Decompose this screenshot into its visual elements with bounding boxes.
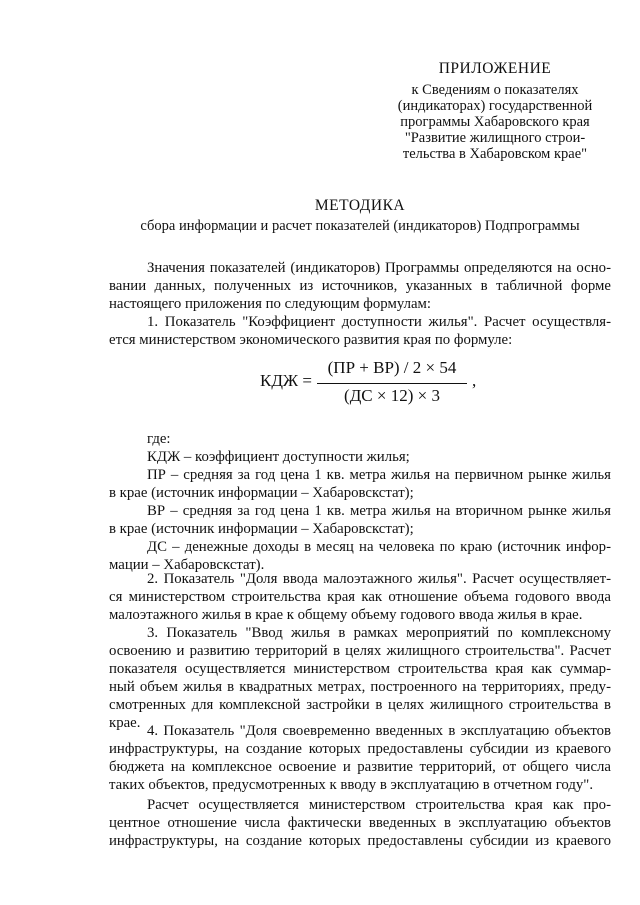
appendix-line: "Развитие жилищного строи- — [404, 130, 586, 146]
text-line: где: — [147, 431, 171, 447]
indicator-1-paragraph — [109, 313, 611, 349]
definitions-block — [109, 430, 611, 574]
text-line: Значения показателей (индикаторов) Программы определяются на осно- — [147, 260, 611, 276]
formula-denominator: (ДС × 12) × 3 — [344, 386, 440, 405]
appendix-line: программы Хабаровского края — [400, 114, 590, 130]
text-line: в крае (источник информации – Хабаровскстат); — [109, 521, 414, 537]
text-line: показателя осуществляется министерством строительства края как суммар- — [109, 661, 611, 677]
text-line: освоению и развитию территорий в целях жилищного строительства". Расчет — [109, 643, 611, 659]
definition-ds: ДС – денежные доходы в месяц на человека по краю (источник инфор- — [147, 539, 611, 555]
text-line: ется министерством экономического развития края по формуле: — [109, 332, 513, 348]
appendix-header — [380, 60, 610, 162]
definition-kdzh: КДЖ – коэффициент доступности жилья; — [147, 449, 410, 465]
intro-paragraph — [109, 259, 611, 313]
text-line: вании данных, полученных из источников, указанных в табличной форме — [109, 278, 611, 294]
text-line: смотренных для комплексной застройки в целях жилищного строительства в — [109, 697, 611, 713]
text-line: центное отношение числа фактически введенных в эксплуатацию объектов — [109, 815, 611, 831]
appendix-title: ПРИЛОЖЕНИЕ — [438, 60, 552, 77]
text-line: таких объектов, предусмотренных к вводу в эксплуатацию в отчетном году". — [109, 777, 594, 793]
indicator-4-paragraph — [109, 722, 611, 794]
text-line: мации – Хабаровскстат). — [109, 557, 265, 573]
text-line: 2. Показатель "Доля ввода малоэтажного жилья". Расчет осуществляет- — [147, 571, 611, 587]
text-line: 3. Показатель "Ввод жилья в рамках мероприятий по комплексному — [147, 625, 611, 641]
text-line: Расчет осуществляется министерством строительства края как про- — [147, 797, 611, 813]
definition-pr: ПР – средняя за год цена 1 кв. метра жилья на первичном рынке жилья — [147, 467, 611, 483]
text-line: 4. Показатель "Доля своевременно введенных в эксплуатацию объектов — [147, 723, 611, 739]
indicator-2-paragraph — [109, 570, 611, 624]
indicator-3-paragraph — [109, 624, 611, 732]
methodology-subtitle: сбора информации и расчет показателей (индикаторов) Подпрограммы — [140, 218, 580, 234]
text-line: малоэтажного жилья в крае к общему объему годового ввода жилья в крае. — [109, 607, 583, 623]
appendix-line: тельства в Хабаровском крае" — [402, 146, 588, 162]
text-line: крае. — [109, 715, 141, 731]
text-line: инфраструктуры, на создание которых предоставлены субсидии из краевого — [109, 833, 611, 849]
text-line: 1. Показатель "Коэффициент доступности жилья". Расчет осуществля- — [147, 314, 611, 330]
appendix-line: (индикаторах) государственной — [397, 98, 593, 114]
formula-numerator: (ПР + ВР) / 2 × 54 — [327, 358, 457, 377]
text-line: настоящего приложения по следующим формулам: — [109, 296, 431, 312]
formula-lhs: КДЖ = — [260, 371, 313, 390]
fraction-bar — [317, 383, 467, 384]
text-line: бюджета на комплексное освоение и развитие территорий, от общего числа — [109, 759, 611, 775]
formula-trailing: , — [472, 371, 477, 390]
calculation-paragraph — [109, 796, 611, 850]
appendix-line: к Сведениям о показателях — [411, 82, 579, 98]
text-line: инфраструктуры, на создание которых предоставлены субсидии из краевого — [109, 741, 611, 757]
text-line: ный объем жилья в квадратных метрах, построенного на территориях, преду- — [109, 679, 611, 695]
definition-vr: ВР – средняя за год цена 1 кв. метра жилья на вторичном рынке жилья — [147, 503, 611, 519]
text-line: в крае (источник информации – Хабаровскстат); — [109, 485, 414, 501]
kdzh-formula — [260, 356, 480, 412]
methodology-title: МЕТОДИКА — [314, 197, 406, 214]
text-line: ся министерством строительства края как отношение объема годового ввода — [109, 589, 611, 605]
